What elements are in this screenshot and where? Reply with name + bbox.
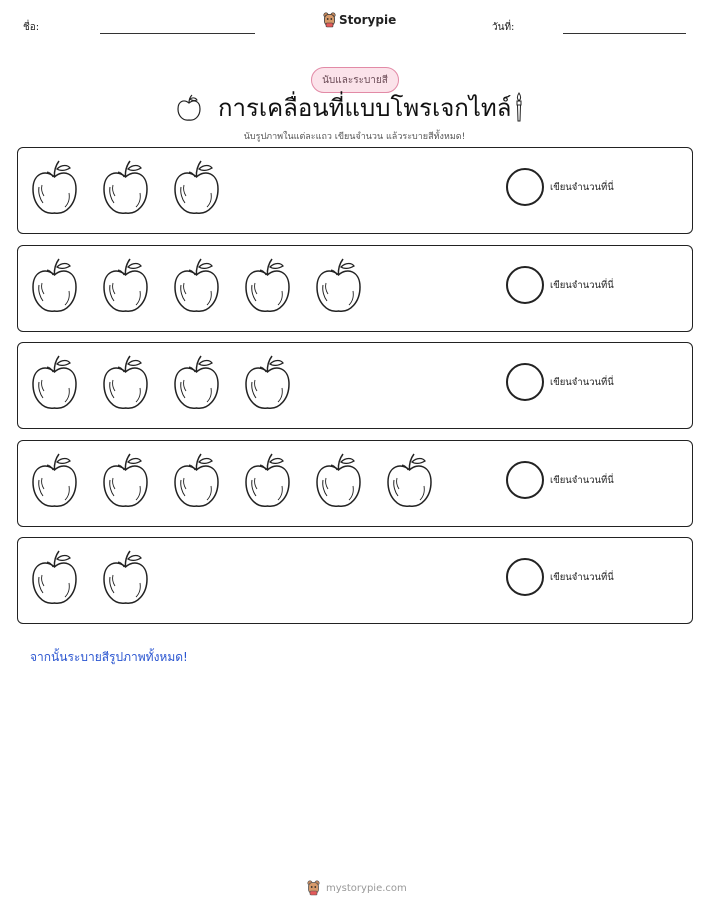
apple-icon[interactable] <box>242 257 293 315</box>
footer-instruction: จากนั้นระบายสีรูปภาพทั้งหมด! <box>30 650 188 664</box>
answer-circle[interactable] <box>506 168 544 206</box>
apple-group <box>29 549 151 607</box>
answer-label: เขียนจำนวนที่นี่ <box>550 377 614 388</box>
instructions: นับรูปภาพในแต่ละแถว เขียนจำนวน แล้วระบายสีทั้งหมด! <box>243 132 466 142</box>
storypie-logo <box>323 12 396 28</box>
storypie-bear-icon <box>307 880 320 896</box>
counting-rows <box>17 147 693 635</box>
apple-icon[interactable] <box>313 257 364 315</box>
apple-icon[interactable] <box>29 452 80 510</box>
paintbrush-icon <box>512 91 526 123</box>
answer-label: เขียนจำนวนที่นี่ <box>550 182 614 193</box>
apple-icon[interactable] <box>29 257 80 315</box>
name-line[interactable] <box>100 33 255 34</box>
apple-icon[interactable] <box>100 452 151 510</box>
page-title: การเคลื่อนที่แบบโพรเจกไทล์ <box>218 94 512 122</box>
apple-icon[interactable] <box>171 159 222 217</box>
category-badge <box>311 67 399 93</box>
apple-icon[interactable] <box>100 549 151 607</box>
apple-icon[interactable] <box>171 354 222 412</box>
apple-group <box>29 257 364 315</box>
date-label: วันที่: <box>492 22 515 33</box>
apple-icon[interactable] <box>384 452 435 510</box>
apple-icon[interactable] <box>313 452 364 510</box>
apple-group <box>29 354 293 412</box>
answer-circle[interactable] <box>506 461 544 499</box>
apple-icon[interactable] <box>29 354 80 412</box>
storypie-bear-icon <box>323 12 336 28</box>
title-row <box>0 91 709 125</box>
counting-row <box>17 537 693 624</box>
apple-icon[interactable] <box>100 354 151 412</box>
counting-row <box>17 147 693 234</box>
answer-circle[interactable] <box>506 558 544 596</box>
category-badge-label: นับและระบายสี <box>322 74 388 86</box>
apple-icon[interactable] <box>242 452 293 510</box>
apple-icon[interactable] <box>29 159 80 217</box>
apple-icon[interactable] <box>100 257 151 315</box>
date-line[interactable] <box>563 33 686 34</box>
answer-label: เขียนจำนวนที่นี่ <box>550 279 614 291</box>
counting-row <box>17 440 693 527</box>
apple-icon[interactable] <box>171 452 222 510</box>
counting-row <box>17 245 693 332</box>
counting-row <box>17 342 693 429</box>
answer-circle[interactable] <box>506 363 544 401</box>
answer-label: เขียนจำนวนที่นี่ <box>550 474 614 486</box>
apple-icon[interactable] <box>171 257 222 315</box>
apple-icon[interactable] <box>242 354 293 412</box>
name-label: ชื่อ: <box>23 22 40 33</box>
site-url: mystorypie.com <box>326 882 407 894</box>
apple-icon[interactable] <box>29 549 80 607</box>
apple-group <box>29 159 222 217</box>
apple-icon[interactable] <box>100 159 151 217</box>
apple-group <box>29 452 435 510</box>
answer-circle[interactable] <box>506 266 544 304</box>
brand-name: Storypie <box>339 13 397 27</box>
answer-label: เขียนจำนวนที่นี่ <box>550 572 614 583</box>
site-footer <box>307 880 407 896</box>
apple-icon <box>175 93 203 123</box>
